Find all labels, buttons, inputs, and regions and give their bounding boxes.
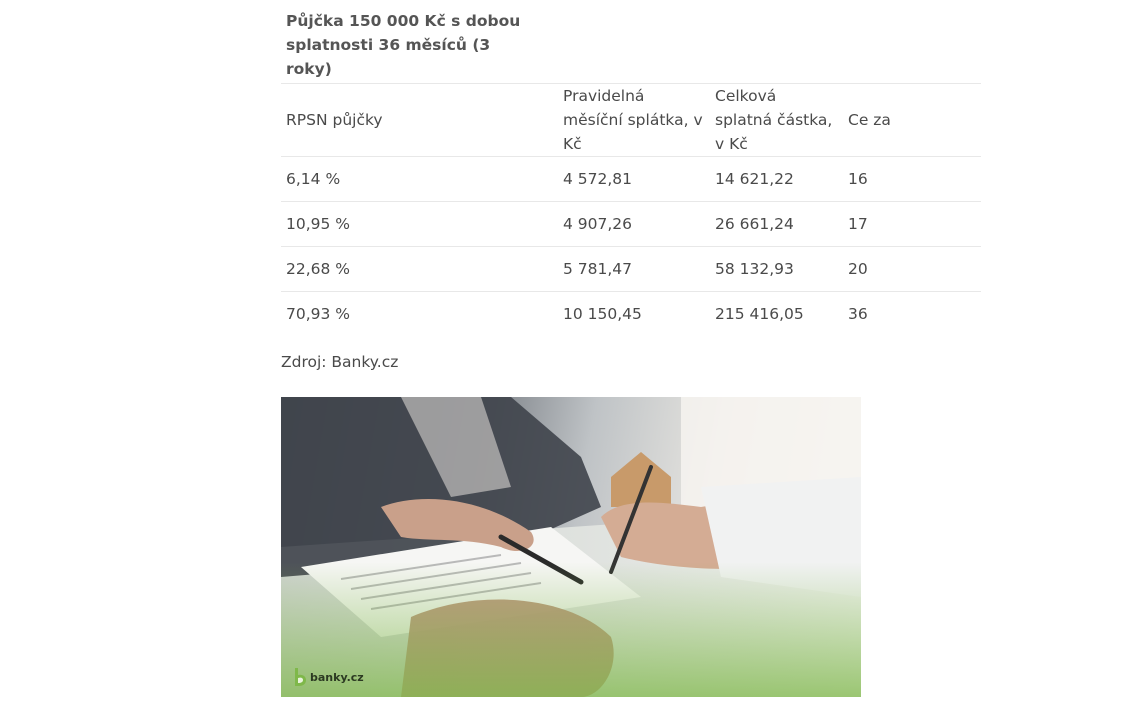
cell-rpsn: 10,95 % — [281, 202, 558, 247]
loan-table-scroll-container[interactable] — [281, 0, 891, 336]
cell-truncated: 16 — [843, 157, 981, 202]
cell-rpsn: 22,68 % — [281, 247, 558, 292]
table-title-row — [281, 0, 981, 84]
table-row — [281, 157, 981, 202]
cell-truncated: 20 — [843, 247, 981, 292]
header-truncated: Ce za — [843, 84, 981, 157]
banky-logo-text: banky.cz — [310, 670, 364, 684]
cell-rpsn: 70,93 % — [286, 305, 351, 323]
cell-monthly: 5 781,47 — [558, 247, 710, 292]
cell-total: 14 621,22 — [710, 157, 843, 202]
cell-total: 58 132,93 — [710, 247, 843, 292]
article-content — [281, 0, 891, 697]
cell-total: 215 416,05 — [715, 305, 804, 323]
cell-monthly: 4 572,81 — [558, 157, 710, 202]
cell-total: 26 661,24 — [710, 202, 843, 247]
signing-contract-illustration — [281, 397, 861, 697]
header-rpsn: RPSN půjčky — [281, 84, 558, 157]
banky-logo — [293, 667, 364, 687]
cell-truncated: 17 — [843, 202, 981, 247]
table-title: Půjčka 150 000 Kč s dobou splatnosti 36 měsíců (3 roky) — [281, 0, 710, 84]
cell-monthly: 10 150,45 — [563, 305, 642, 323]
header-total-amount: Celková splatná částka, v Kč — [710, 84, 843, 157]
header-monthly-payment: Pravidelná měsíční splátka, v Kč — [558, 84, 710, 157]
table-row — [281, 202, 981, 247]
table-row — [281, 292, 981, 337]
loan-table — [281, 0, 981, 336]
banky-logo-icon — [293, 667, 307, 687]
source-caption: Zdroj: Banky.cz — [281, 353, 399, 371]
table-header-row — [281, 84, 981, 157]
cell-rpsn: 6,14 % — [281, 157, 558, 202]
cell-monthly: 4 907,26 — [558, 202, 710, 247]
table-row — [281, 247, 981, 292]
cell-truncated: 36 — [848, 305, 868, 323]
article-photo — [281, 397, 861, 697]
